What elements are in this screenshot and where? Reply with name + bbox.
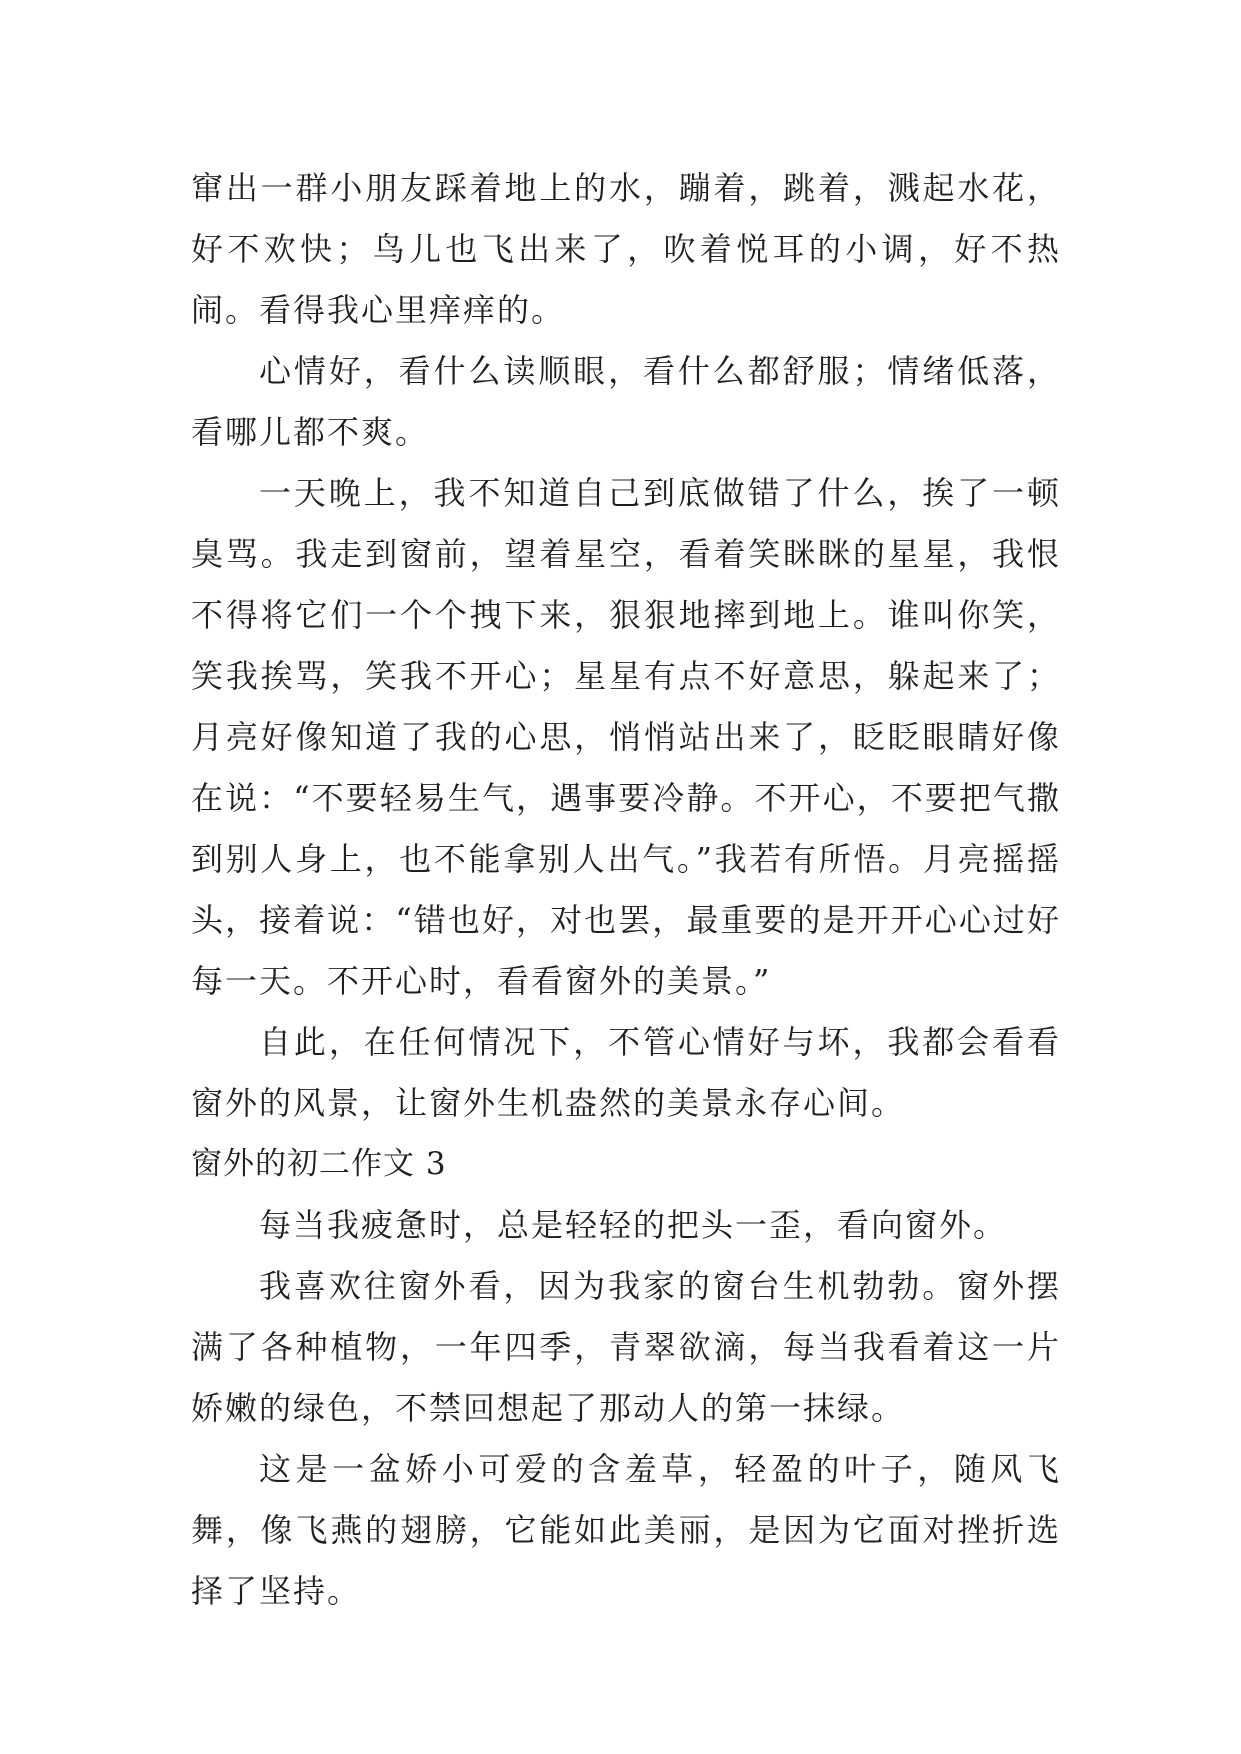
document-body: [191, 158, 1061, 1622]
paragraph: 这是一盆娇小可爱的含羞草，轻盈的叶子，随风飞舞，像飞燕的翅膀，它能如此美丽，是因为它面对挫折选择了坚持。: [191, 1450, 1061, 1610]
section-heading: 窗外的初二作文 3: [191, 1146, 447, 1182]
paragraph: 每当我疲惫时，总是轻轻的把头一歪，看向窗外。: [259, 1206, 1008, 1244]
paragraph: 我喜欢往窗外看，因为我家的窗台生机勃勃。窗外摆满了各种植物，一年四季，青翠欲滴，每当我看着这一片娇嫩的绿色，不禁回想起了那动人的第一抹绿。: [191, 1267, 1061, 1427]
paragraph: 一天晚上，我不知道自己到底做错了什么，挨了一顿臭骂。我走到窗前，望着星空，看着笑眯眯的星星，我恨不得将它们一个个拽下来，狠狠地摔到地上。谁叫你笑，笑我挨骂，笑我不开心；星星有点不好意思，躲起来了；月亮好像知道了我的心思，悄悄站出来了，眨眨眼睛好像在说：“不要轻易生气，遇事要冷静。不开心，不要把气撒到别人身上，也不能拿别人出气。”我若有所悟。月亮摇摇头，接着说：“错也好，对也罢，最重要的是开开心心过好每一天。不开心时，看看窗外的美景。”: [191, 474, 1061, 1000]
paragraph: 心情好，看什么读顺眼，看什么都舒服；情绪低落，看哪儿都不爽。: [191, 352, 1061, 451]
paragraph: 自此，在任何情况下，不管心情好与坏，我都会看看窗外的风景，让窗外生机盎然的美景永存心间。: [191, 1023, 1061, 1122]
paragraph: 窜出一群小朋友踩着地上的水，蹦着，跳着，溅起水花，好不欢快；鸟儿也飞出来了，吹着悦耳的小调，好不热闹。看得我心里痒痒的。: [191, 169, 1061, 329]
